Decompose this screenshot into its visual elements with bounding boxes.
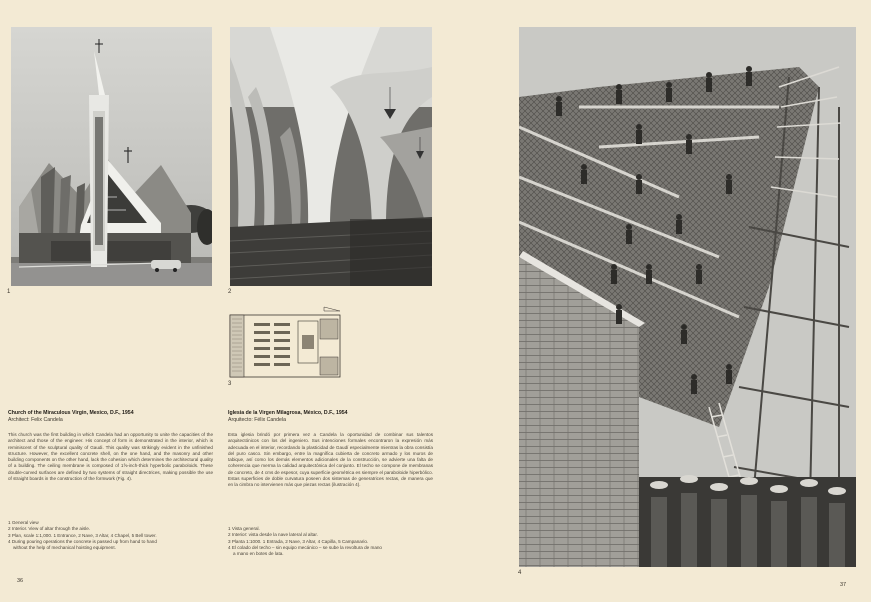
english-captions xyxy=(8,520,157,551)
figure-number-3: 3 xyxy=(228,381,232,387)
figure-number-4: 4 xyxy=(518,570,522,576)
english-caption-4b: without the help of mechanical hoisting equipment. xyxy=(13,545,116,551)
figure-number-2: 2 xyxy=(228,289,232,295)
spanish-caption-3: 3 Planta 1:1000. 1 Entrada, 2 Nave, 3 Altar, 4 Capilla, 5 Campanario. xyxy=(228,538,369,544)
english-architect: Architect: Felix Candela xyxy=(8,417,63,423)
english-caption-3: 3 Plan, scale 1:1,000. 1 Entrance, 2 Nave, 3 Altar, 4 Chapel, 5 Bell tower. xyxy=(8,532,157,538)
floor-plan-drawing xyxy=(228,305,342,379)
english-caption-2: 2 Interior. View of altar through the aisle. xyxy=(8,526,91,532)
spanish-caption-4: 4 El colado del techo – sin equipo mecánico – se sube la revoltura de mano xyxy=(228,544,382,550)
photo-interior-altar xyxy=(230,27,432,286)
english-title: Church of the Miraculous Virgin, Mexico, D.F., 1954 xyxy=(8,410,134,416)
english-body: This church was the first building in which Candela had an opportunity to unite the capacities of the architect and those of the engineer. His concept of form is demonstrated in the interior, which is reminiscent of the sculptural quality of Gaudi. This quality was strikingly evident in the unfinished structure. However, the excellent concrete shell, on the one hand, and the masonry and other building components on the other hand, lack the cohesion which determines the architectural quality of a building. The ceiling membrane is composed of 1⅝-inch-thick hyperbolic paraboloids. These double-curved surfaces are defined by two systems of straight directrices, making possible the use of straight boards in the construction of the formwork (Fig. 4). xyxy=(8,432,213,481)
figure-number-1: 1 xyxy=(7,289,11,295)
spanish-caption-1: 1 Vista general. xyxy=(228,526,260,531)
photo-exterior-general-view xyxy=(11,27,212,286)
spanish-architect: Arquitecto: Félix Candela xyxy=(228,417,286,423)
spanish-caption-2: 2 Interior: vista desde la nave lateral al altar. xyxy=(228,532,318,538)
spanish-caption-4b: a mano en botes de lata. xyxy=(233,551,284,557)
page-number-right: 37 xyxy=(840,582,847,588)
spanish-captions xyxy=(228,526,382,557)
english-caption-1: 1 General view xyxy=(8,520,39,525)
page-number-left: 36 xyxy=(17,578,24,584)
english-caption-4: 4 During pouring operations the concrete is passed up from hand to hand xyxy=(8,538,157,544)
photo-construction-workers xyxy=(519,27,856,567)
spanish-title: Iglesia de la Virgen Milagrosa, México, D.F., 1954 xyxy=(228,410,348,416)
spanish-body: Esta iglesia brindó por primera vez a Candela la oportunidad de combinar sus talentos arquitectónicos con los del ingeniero. Sus intenciones formales encontraron la expresión más adecuada en el interior, recordando la plasticidad de Gaudí especialmente mientras la obra consistía del puro casco. Sin embargo, entre la magnífica cubierta de concreto armado y los muros de tabique, así como los demás elementos adicionales de la construcción, se advierte una falta de coherencia que merma la calidad arquitectónica del conjunto. El techo se compone de membranas de concreto, de 4 cms de espesor, cuya superficie geométrica es siempre el paraboloide hiperbólico. Estas superficies de doble curvatura poseen dos sistemas de generatrices rectas, de manera que en la cimbra no intervienen más que piezas rectas (ilustración 4). xyxy=(228,432,433,487)
